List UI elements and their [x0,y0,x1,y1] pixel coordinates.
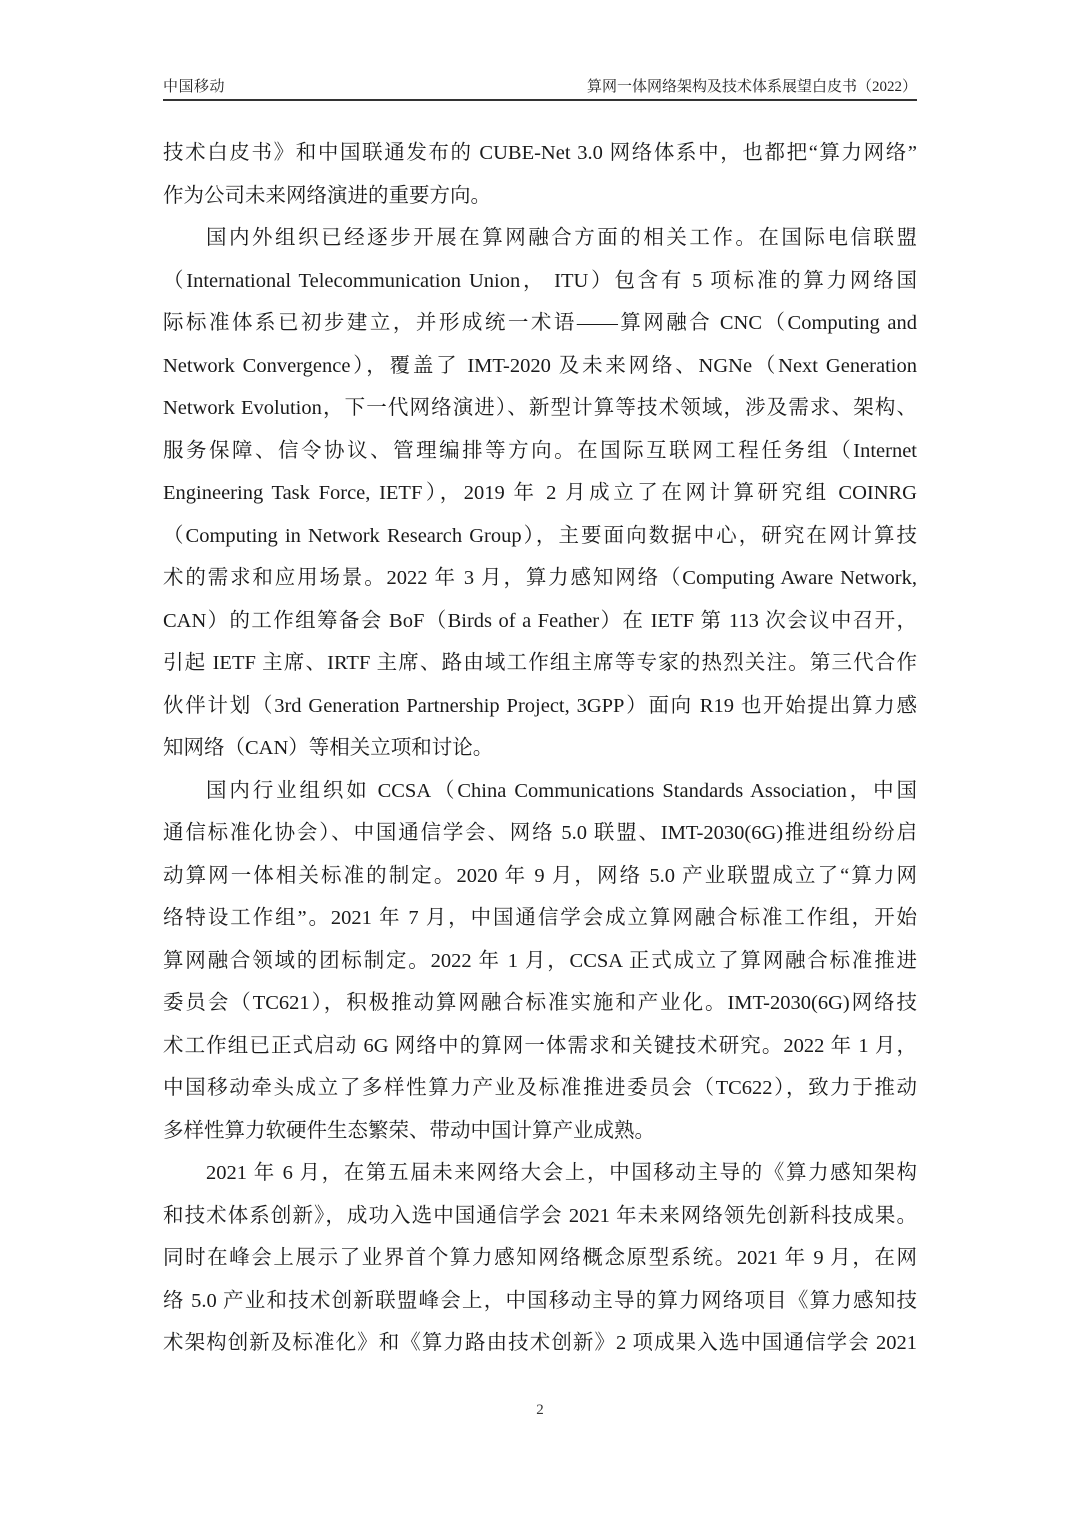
text-line: Network Convergence），覆盖了 IMT-2020 及未来网络、NGNe（Next Generation [163,354,917,377]
text-line: 同时在峰会上展示了业界首个算力感知网络概念原型系统。2021 年 9 月，在网 [163,1247,917,1269]
text-line: 算网融合领域的团标制定。2022 年 1 月，CCSA 正式成立了算网融合标准推进 [163,949,917,972]
text-line: 通信标准化协会）、中国通信学会、网络 5.0 联盟、IMT-2030(6G)推进组纷纷启 [163,822,917,844]
text-line: 中国移动牵头成立了多样性算力产业及标准推进委员会（TC622），致力于推动 [163,1077,917,1099]
paragraph [163,1152,917,1365]
text-line: 国内外组织已经逐步开展在算网融合方面的相关工作。在国际电信联盟 [206,227,917,249]
text-line: 术架构创新及标准化》和《算力路由技术创新》2 项成果入选中国通信学会 2021 [163,1332,917,1354]
text-line: CAN）的工作组筹备会 BoF（Birds of a Feather）在 IETF 第 113 次会议中召开， [163,609,917,632]
paragraph [163,132,917,217]
text-line: 伙伴计划（3rd Generation Partnership Project, 3GPP）面向 R19 也开始提出算力感 [163,694,917,717]
header-document-title: 算网一体网络架构及技术体系展望白皮书（2022） [586,79,917,95]
running-header [163,76,917,100]
text-line: 知网络（CAN）等相关立项和讨论。 [163,737,494,759]
text-line: 技术白皮书》和中国联通发布的 CUBE-Net 3.0 网络体系中，也都把“算力网络” [163,142,917,164]
text-line: 和技术体系创新》，成功入选中国通信学会 2021 年未来网络领先创新科技成果。 [163,1204,917,1227]
text-line: 术的需求和应用场景。2022 年 3 月，算力感知网络（Computing Aware Network, [163,567,917,589]
text-line: 术工作组已正式启动 6G 网络中的算网一体需求和关键技术研究。2022 年 1 月， [163,1034,917,1057]
text-line: 络特设工作组”。2021 年 7 月，中国通信学会成立算网融合标准工作组，开始 [163,907,917,929]
text-line: 络 5.0 产业和技术创新联盟峰会上，中国移动主导的算力网络项目《算力感知技 [163,1289,917,1312]
text-line: Engineering Task Force, IETF），2019 年 2 月成立了在网计算研究组 COINRG [163,482,917,504]
header-organization: 中国移动 [163,79,226,95]
paragraph [163,770,917,1153]
header-divider [163,99,917,101]
page-number: 2 [536,1402,544,1418]
text-line: 际标准体系已初步建立，并形成统一术语——算网融合 CNC（Computing and [163,312,917,334]
text-line: 动算网一体相关标准的制定。2020 年 9 月，网络 5.0 产业联盟成立了“算力网 [163,864,917,887]
text-line: 多样性算力软硬件生态繁荣、带动中国计算产业成熟。 [163,1119,655,1142]
text-line: （Computing in Network Research Group），主要面向数据中心，研究在网计算技 [163,524,917,547]
text-line: 引起 IETF 主席、IRTF 主席、路由域工作组主席等专家的热烈关注。第三代合作 [163,652,917,674]
text-line: 国内行业组织如 CCSA（China Communications Standards Association，中国 [206,779,917,802]
paragraph [163,217,917,770]
text-line: Network Evolution，下一代网络演进）、新型计算等技术领域，涉及需求、架构、 [163,397,917,419]
body-text [163,132,917,1365]
text-line: 服务保障、信令协议、管理编排等方向。在国际互联网工程任务组（Internet [163,439,917,462]
text-line: （International Telecommunication Union， ITU）包含有 5 项标准的算力网络国 [163,269,917,292]
text-line: 2021 年 6 月，在第五届未来网络大会上，中国移动主导的《算力感知架构 [206,1162,917,1184]
text-line: 委员会（TC621），积极推动算网融合标准实施和产业化。IMT-2030(6G)网络技 [163,992,917,1014]
text-line: 作为公司未来网络演进的重要方向。 [163,184,491,207]
